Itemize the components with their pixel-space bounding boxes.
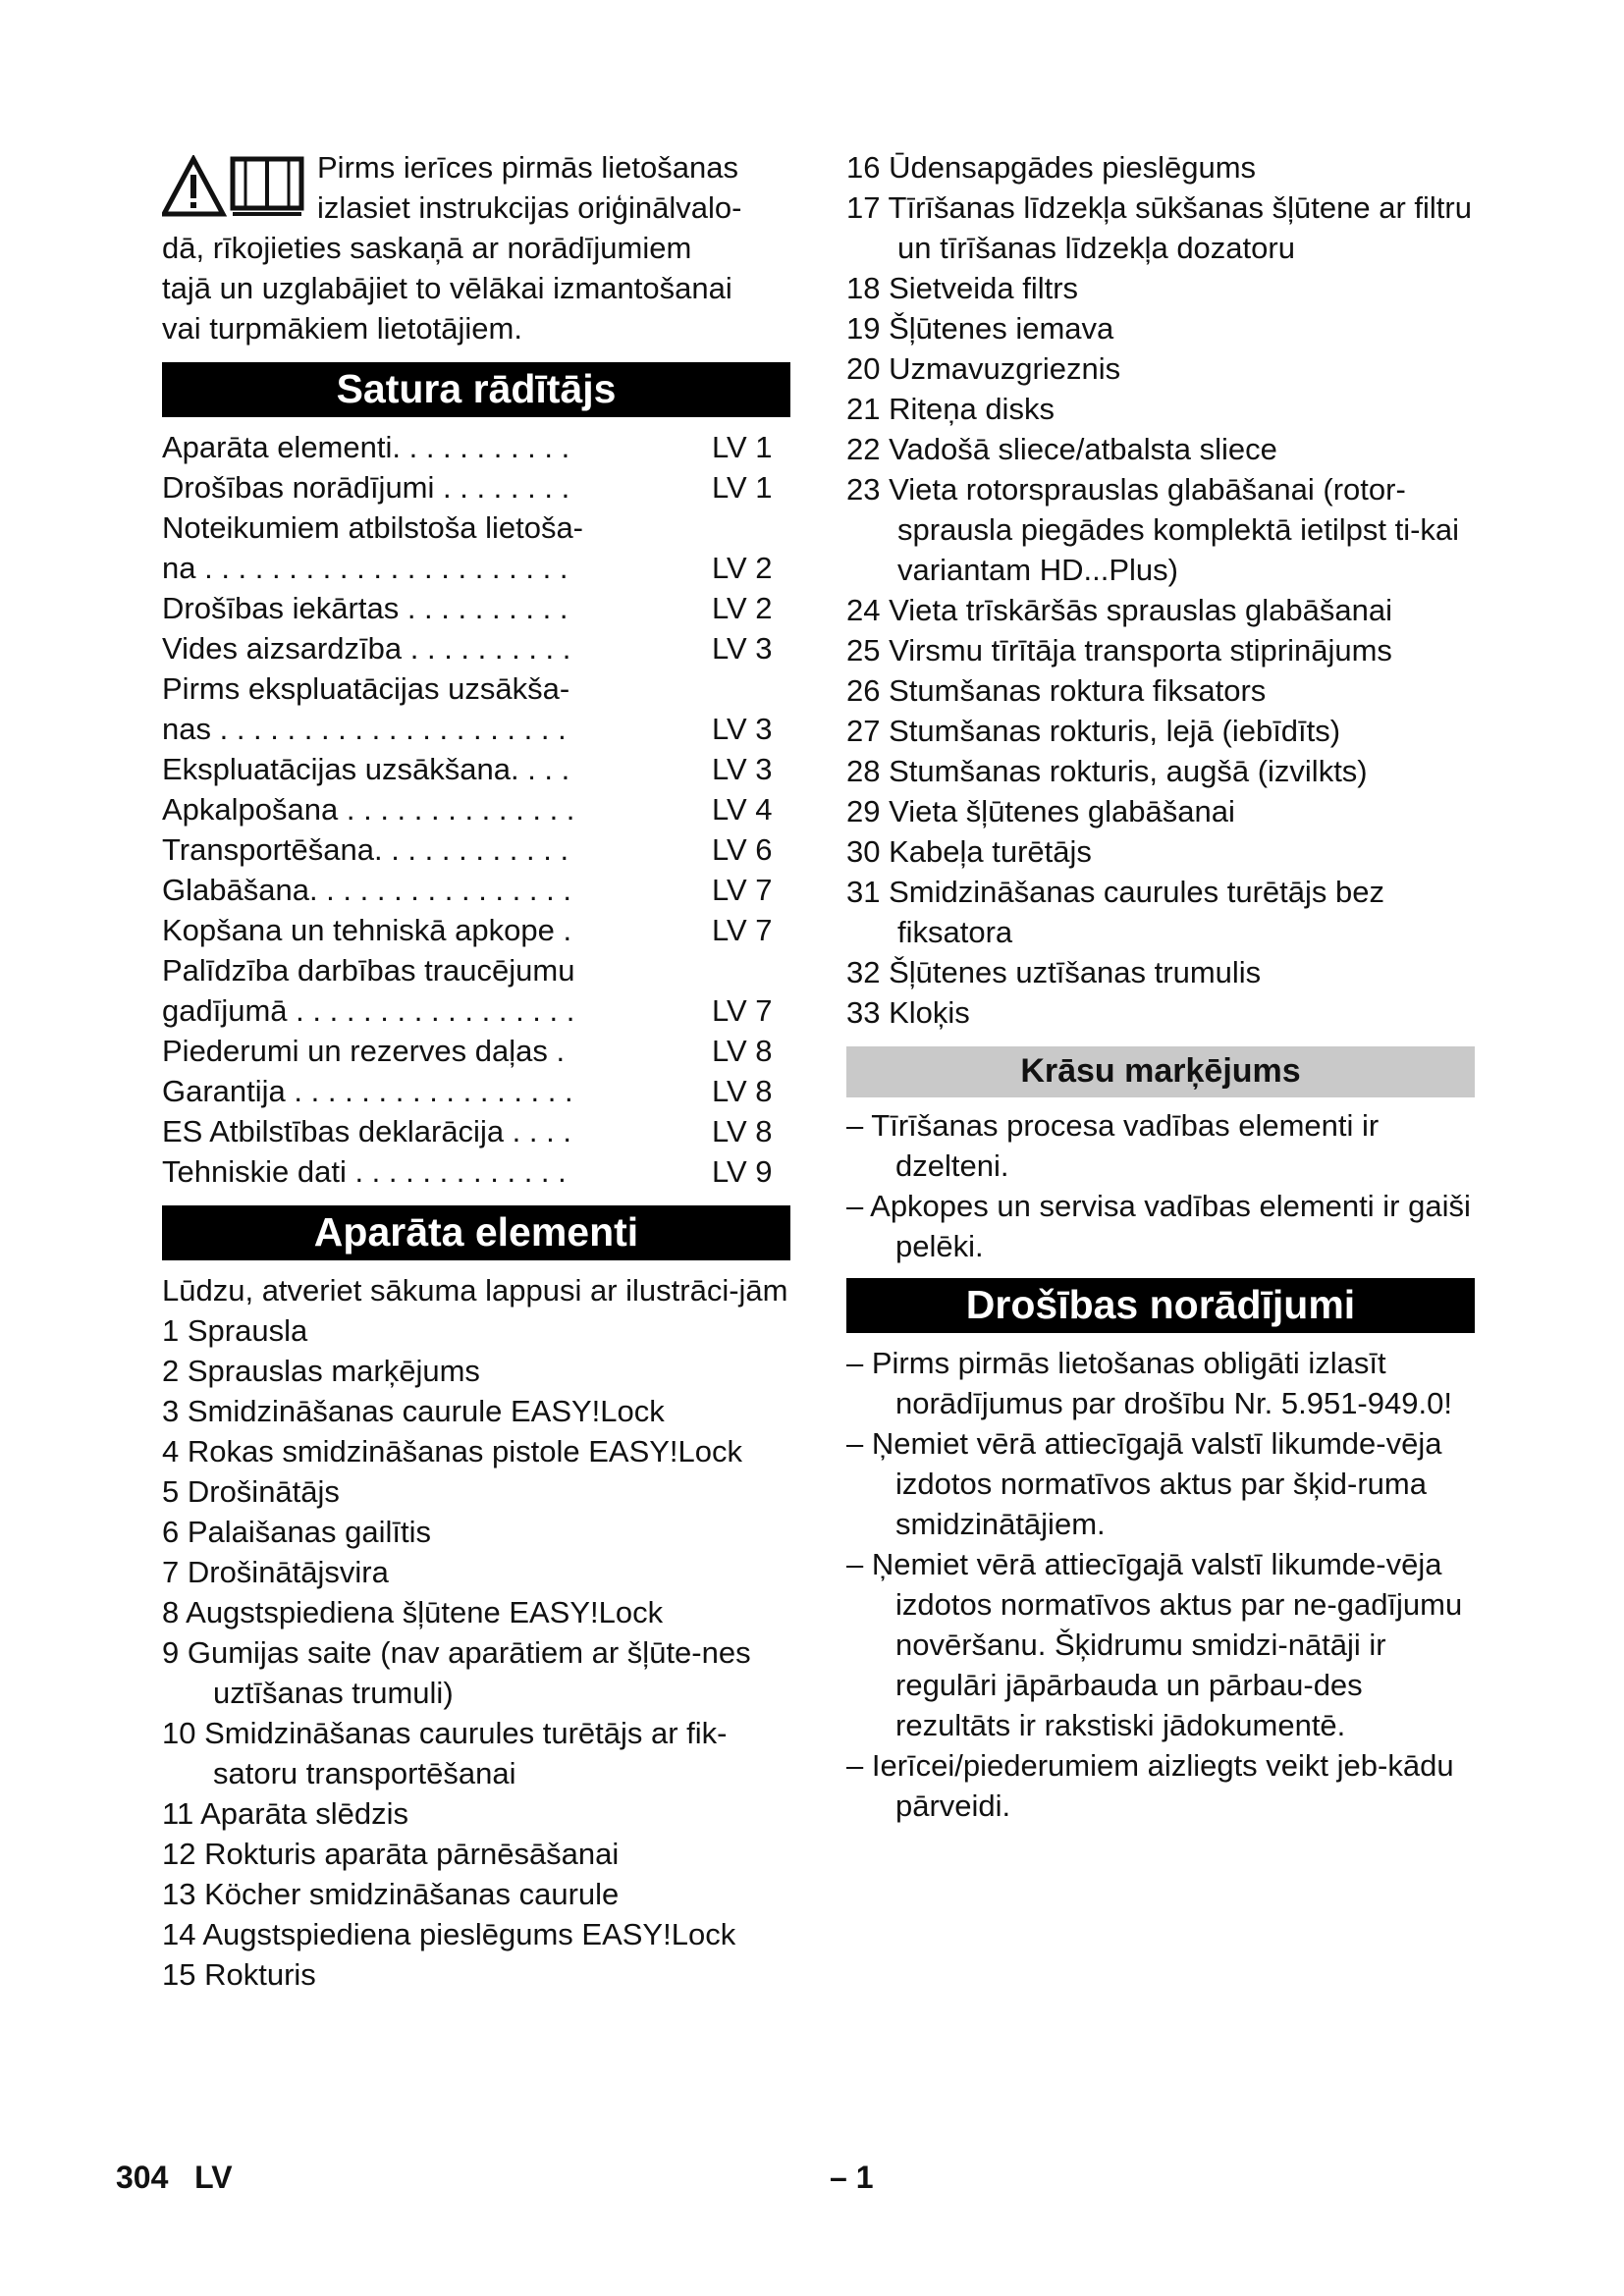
colors-list — [846, 1105, 1475, 1266]
page-number: 304 — [116, 2160, 169, 2195]
element-list-item: 5 Drošinātājs — [162, 1474, 340, 1509]
toc-heading: Satura rādītājs — [162, 362, 790, 417]
colors-heading: Krāsu marķējums — [846, 1046, 1475, 1097]
safety-heading: Drošības norādījumi — [846, 1278, 1475, 1333]
element-list-item: 14 Augstspiediena pieslēgums EASY!Lock — [162, 1917, 736, 1951]
toc-entry-title: Transportēšana. . . . . . . . . . . . — [162, 832, 569, 867]
element-list-item: 3 Smidzināšanas caurule EASY!Lock — [162, 1394, 665, 1428]
toc-entry — [162, 789, 790, 829]
safety-list-item: – Ņemiet vērā attiecīgajā valstī likumde-vēja izdotos normatīvos aktus par šķid-ruma smidzinātājiem. — [846, 1426, 1442, 1541]
toc-entry-title: nas . . . . . . . . . . . . . . . . . . . . . — [162, 712, 567, 746]
elements-list-left — [162, 1310, 790, 1995]
element-list-item: 32 Šļūtenes uztīšanas trumulis — [846, 955, 1262, 989]
toc-entry-page: LV 8 — [712, 1114, 773, 1148]
element-list-item: 19 Šļūtenes iemava — [846, 311, 1114, 346]
toc-entry-title: Vides aizsardzība . . . . . . . . . . — [162, 631, 571, 666]
toc-entry — [162, 1151, 790, 1192]
toc-entry-title: na . . . . . . . . . . . . . . . . . . . . . . — [162, 551, 568, 585]
intro-line: dā, rīkojieties saskaņā ar norādījumiem — [162, 231, 692, 265]
element-list-item: 31 Smidzināšanas caurules turētājs bez fiksatora — [846, 875, 1384, 949]
toc-entry — [162, 628, 790, 668]
element-list-item: 2 Sprauslas marķējums — [162, 1354, 480, 1388]
toc-entry — [162, 829, 790, 870]
element-list-item: 1 Sprausla — [162, 1313, 308, 1348]
warning-and-manual-icon — [162, 155, 309, 224]
toc-entry — [162, 749, 790, 789]
element-list-item: 9 Gumijas saite (nav aparātiem ar šļūte-nes uztīšanas trumuli) — [162, 1635, 751, 1710]
toc-entry-page: LV 2 — [712, 591, 773, 625]
toc-entry-title: Aparāta elementi. . . . . . . . . . . — [162, 430, 570, 464]
intro-note — [162, 147, 790, 348]
toc-entry-page: LV 7 — [712, 913, 773, 947]
safety-list-item: – Ierīcei/piederumiem aizliegts veikt jeb-kādu pārveidi. — [846, 1748, 1454, 1823]
toc-entry-title: Apkalpošana . . . . . . . . . . . . . . — [162, 792, 575, 827]
element-list-item: 24 Vieta trīskāršās sprauslas glabāšanai — [846, 593, 1393, 627]
left-column — [162, 147, 790, 1995]
toc-entry — [162, 467, 790, 507]
element-list-item: 17 Tīrīšanas līdzekļa sūkšanas šļūtene ar filtru un tīrīšanas līdzekļa dozatoru — [846, 190, 1472, 265]
element-list-item: 7 Drošinātājsvira — [162, 1555, 389, 1589]
element-list-item: 30 Kabeļa turētājs — [846, 834, 1092, 869]
toc-entry-page — [704, 668, 790, 709]
intro-line: Pirms ierīces pirmās lietošanas — [317, 150, 738, 185]
toc-entry-page: LV 8 — [712, 1034, 773, 1068]
element-list-item: 13 Köcher smidzināšanas caurule — [162, 1877, 620, 1911]
toc-entry-page: LV 8 — [712, 1074, 773, 1108]
element-list-item: 15 Rokturis — [162, 1957, 316, 1992]
toc-entry — [162, 1031, 790, 1071]
toc-entry-page: LV 1 — [712, 430, 773, 464]
toc-entry-title: Kopšana un tehniskā apkope . — [162, 913, 572, 947]
toc-entry — [162, 507, 790, 548]
toc-entry-title: Piederumi un rezerves daļas . — [162, 1034, 566, 1068]
toc-entry — [162, 1111, 790, 1151]
toc-entry-page: LV 3 — [712, 631, 773, 666]
manual-icon — [233, 159, 301, 214]
element-list-item: 20 Uzmavuzgrieznis — [846, 351, 1121, 386]
toc-entry — [162, 910, 790, 950]
toc-entry-page — [704, 950, 790, 990]
element-list-item: 26 Stumšanas roktura fiksators — [846, 673, 1267, 708]
element-list-item: 18 Sietveida filtrs — [846, 271, 1079, 305]
element-list-item: 27 Stumšanas rokturis, lejā (iebīdīts) — [846, 714, 1341, 748]
toc-entry — [162, 668, 790, 709]
elements-list-right — [846, 147, 1475, 1033]
intro-line: tajā un uzglabājiet to vēlākai izmantošanai — [162, 271, 732, 305]
element-list-item: 25 Virsmu tīrītāja transporta stiprinājums — [846, 633, 1392, 667]
toc-entry-page — [704, 507, 790, 548]
element-list-item: 10 Smidzināšanas caurules turētājs ar fik-satoru transportēšanai — [162, 1716, 728, 1790]
safety-list-item: – Pirms pirmās lietošanas obligāti izlasīt norādījumus par drošību Nr. 5.951-949.0! — [846, 1346, 1452, 1420]
toc-entry-page: LV 7 — [712, 873, 773, 907]
element-list-item: 33 Kloķis — [846, 995, 970, 1030]
element-list-item: 23 Vieta rotorsprauslas glabāšanai (rotor-sprausla piegādes komplektā ietilpst ti-kai variantam HD...Plus) — [846, 472, 1460, 587]
toc-entry — [162, 588, 790, 628]
element-list-item: 4 Rokas smidzināšanas pistole EASY!Lock — [162, 1434, 743, 1468]
toc-entry-page: LV 6 — [712, 832, 773, 867]
section-page-number: – 1 — [830, 2160, 874, 2195]
elements-heading: Aparāta elementi — [162, 1205, 790, 1260]
element-list-item: 11 Aparāta slēdzis — [162, 1796, 409, 1831]
toc-entry-title: Ekspluatācijas uzsākšana. . . . — [162, 752, 570, 786]
toc-entry — [162, 870, 790, 910]
toc-entry-title: Glabāšana. . . . . . . . . . . . . . . . — [162, 873, 571, 907]
color-list-item: – Tīrīšanas procesa vadības elementi ir dzelteni. — [846, 1108, 1380, 1183]
toc-entry-title: Garantija . . . . . . . . . . . . . . . . . — [162, 1074, 573, 1108]
toc-entry-title: Pirms ekspluatācijas uzsākša- — [162, 671, 570, 706]
toc-list — [162, 427, 790, 1192]
toc-entry-title: Noteikumiem atbilstoša lietoša- — [162, 510, 584, 545]
right-column — [846, 147, 1475, 1826]
element-list-item: 12 Rokturis aparāta pārnēsāšanai — [162, 1837, 620, 1871]
element-list-item: 22 Vadošā sliece/atbalsta sliece — [846, 432, 1277, 466]
language-code: LV — [194, 2160, 233, 2195]
toc-entry — [162, 709, 790, 749]
toc-entry — [162, 427, 790, 467]
toc-entry-page: LV 2 — [712, 551, 773, 585]
toc-entry-title: Palīdzība darbības traucējumu — [162, 953, 575, 988]
intro-line: vai turpmākiem lietotājiem. — [162, 311, 522, 346]
toc-entry — [162, 1071, 790, 1111]
intro-line: izlasiet instrukcijas oriģinālvalo- — [317, 190, 742, 225]
safety-list — [846, 1343, 1475, 1826]
toc-entry-page: LV 1 — [712, 470, 773, 505]
element-list-item: 6 Palaišanas gailītis — [162, 1515, 431, 1549]
safety-list-item: – Ņemiet vērā attiecīgajā valstī likumde-vēja izdotos normatīvos aktus par ne-gadījumu novēršanu. Šķidrumu smidzi-nātāji ir regulāri jāpārbauda un pārbau-des rezultāts ir rakstiski jādokumentē. — [846, 1547, 1463, 1742]
element-list-item: 16 Ūdensapgādes pieslēgums — [846, 150, 1257, 185]
element-list-item: 8 Augstspiediena šļūtene EASY!Lock — [162, 1595, 664, 1629]
element-list-item: 28 Stumšanas rokturis, augšā (izvilkts) — [846, 754, 1368, 788]
page-footer — [116, 2158, 233, 2198]
toc-entry — [162, 950, 790, 990]
toc-entry-page: LV 3 — [712, 712, 773, 746]
toc-entry-page: LV 7 — [712, 993, 773, 1028]
color-list-item: – Apkopes un servisa vadības elementi ir gaiši pelēki. — [846, 1189, 1471, 1263]
toc-entry-page: LV 4 — [712, 792, 773, 827]
toc-entry-title: ES Atbilstības deklarācija . . . . — [162, 1114, 571, 1148]
toc-entry-title: Drošības norādījumi . . . . . . . . — [162, 470, 570, 505]
element-list-item: 29 Vieta šļūtenes glabāšanai — [846, 794, 1235, 828]
toc-entry-title: Tehniskie dati . . . . . . . . . . . . . — [162, 1154, 567, 1189]
toc-entry-page: LV 3 — [712, 752, 773, 786]
elements-intro: Lūdzu, atveriet sākuma lappusi ar ilustrāci-jām — [162, 1273, 788, 1308]
toc-entry-title: Drošības iekārtas . . . . . . . . . . — [162, 591, 568, 625]
toc-entry — [162, 548, 790, 588]
element-list-item: 21 Riteņa disks — [846, 392, 1055, 426]
toc-entry-title: gadījumā . . . . . . . . . . . . . . . . . — [162, 993, 575, 1028]
toc-entry-page: LV 9 — [712, 1154, 773, 1189]
toc-entry — [162, 990, 790, 1031]
